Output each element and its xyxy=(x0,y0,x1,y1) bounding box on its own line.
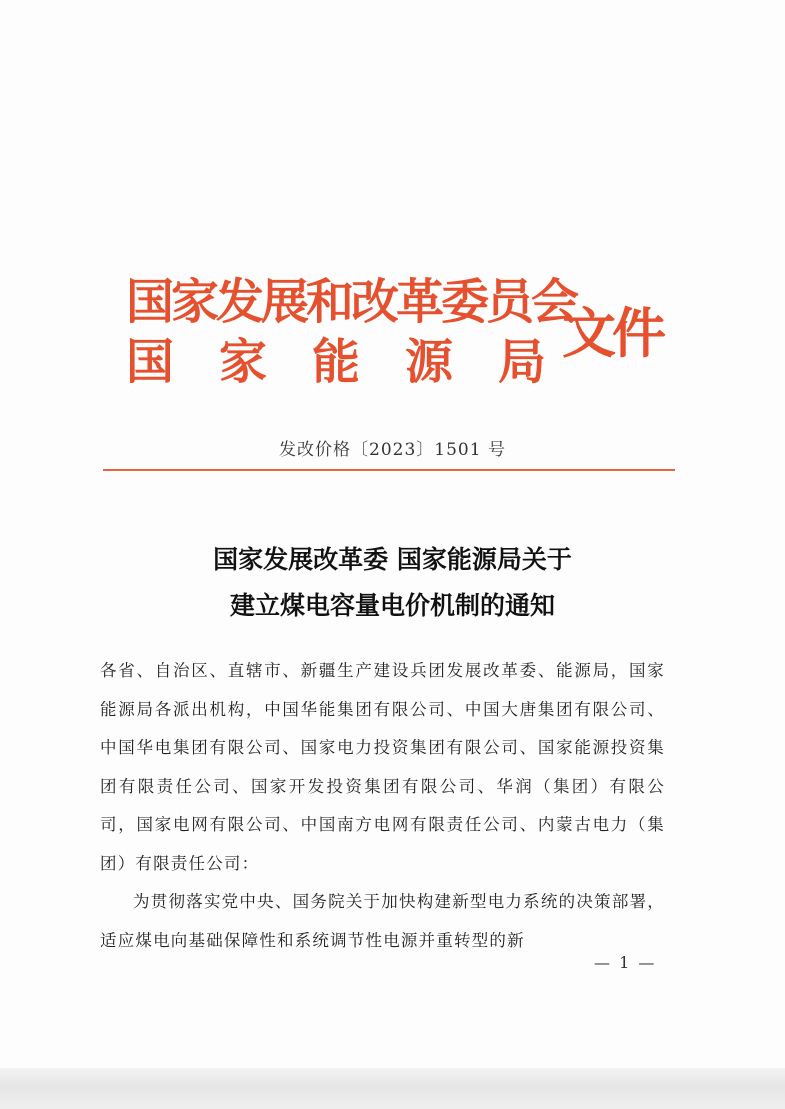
addressee-paragraph: 各省、自治区、直辖市、新疆生产建设兵团发展改革委、能源局，国家能源局各派出机构，中国华能集团有限公司、中国大唐集团有限公司、中国华电集团有限公司、国家电力投资集团有限公司、国家能源投资集团有限责任公司、国家开发投资集团有限公司、华润（集团）有限公司，国家电网有限公司、中国南方电网有限责任公司、内蒙古电力（集团）有限责任公司： xyxy=(100,661,665,873)
scan-bottom-edge xyxy=(0,1068,785,1109)
issuer-nea xyxy=(126,334,546,390)
document-title xyxy=(0,537,785,629)
document-type-word: 文件 xyxy=(562,301,662,365)
red-divider-line xyxy=(103,469,675,471)
page-number: — 1 — xyxy=(594,953,657,972)
issuer-ndrc: 国家发展和改革委员会 xyxy=(126,274,577,330)
document-header xyxy=(126,270,686,390)
document-body xyxy=(100,652,665,960)
document-number: 发改价格〔2023〕1501 号 xyxy=(279,440,506,460)
issuer-nea-char: 局 xyxy=(497,334,546,390)
issuer-nea-char: 能 xyxy=(311,334,360,390)
body-paragraph: 为贯彻落实党中央、国务院关于加快构建新型电力系统的决策部署，适应煤电向基础保障性和系统调节性电源并重转型的新 xyxy=(100,892,665,950)
title-line-1: 国家发展改革委 国家能源局关于 xyxy=(213,545,572,574)
issuer-nea-char: 源 xyxy=(404,334,453,390)
title-line-2: 建立煤电容量电价机制的通知 xyxy=(229,591,555,620)
issuer-nea-char: 国 xyxy=(126,334,175,390)
issuer-nea-char: 家 xyxy=(218,334,267,390)
